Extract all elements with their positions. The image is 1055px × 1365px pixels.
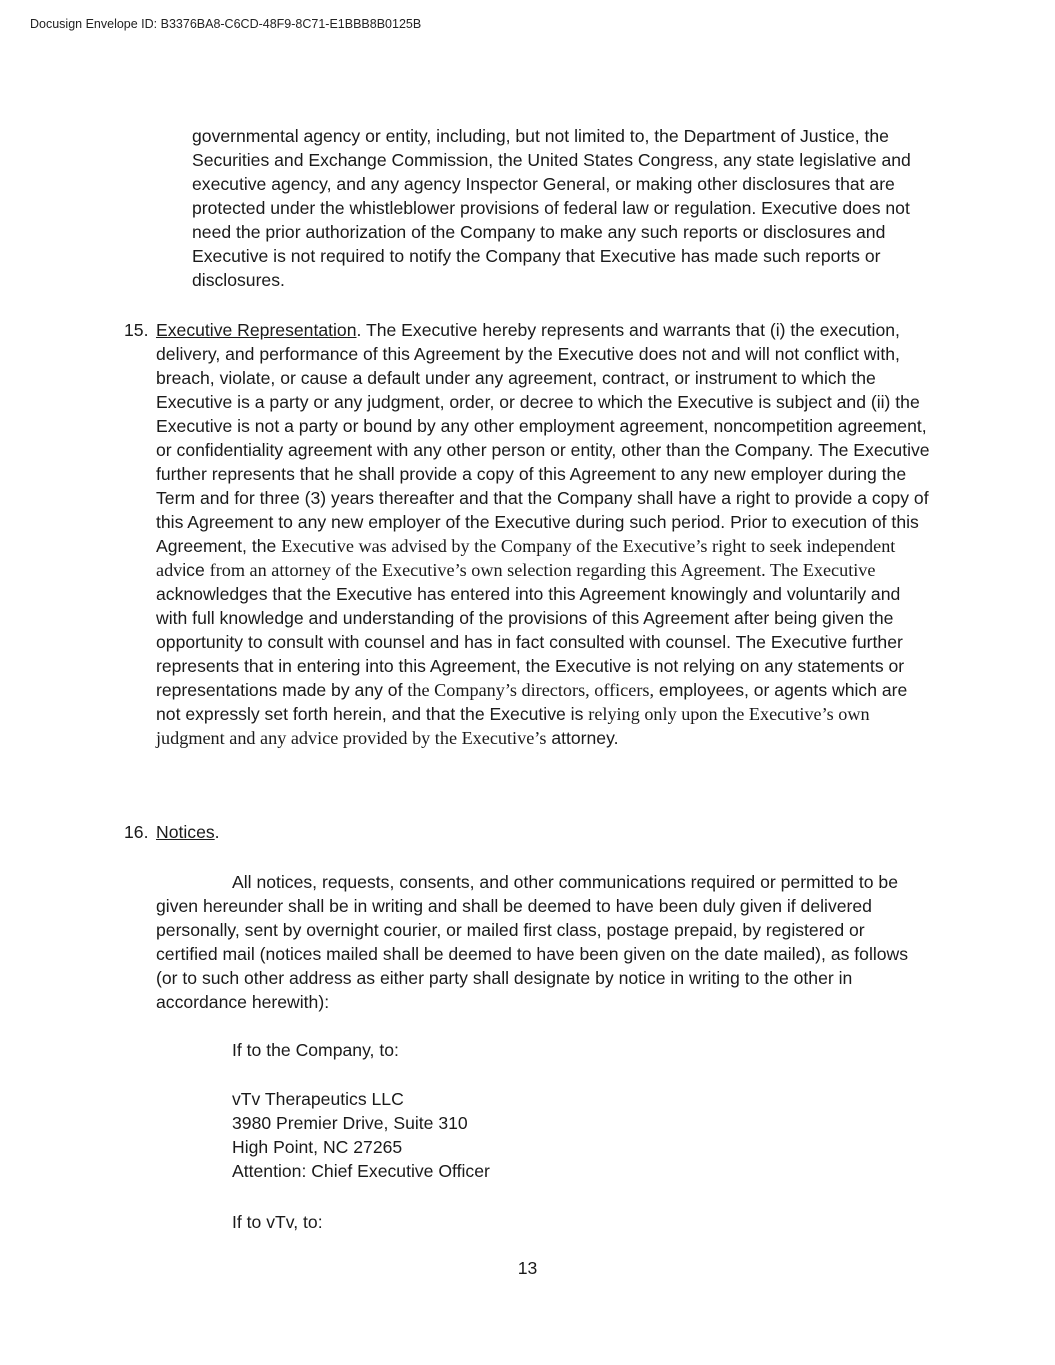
section-text-serif: Executive was advised by the Company of the Executive’s right to seek independent adv [156,536,896,580]
section-text-serif: from an attorney of the Executive’s own selection regarding this Agreement. The Executive [209,560,876,580]
section-heading: Notices [156,822,215,842]
section-text: employees, or agents which are not expressly set forth herein, and that the Executive is [156,680,908,724]
notices-paragraph: All notices, requests, consents, and other communications required or permitted to be given hereunder shall be in writing and shall be deemed to have been duly given if delivered personally, sent by overnight courier, or mailed first class, postage prepaid, by registered or certified mail (notices mailed shall be deemed to have been given on the date mailed), as follows (or to such other address as either party shall designate by notice in writing to the other in accordance herewith): [156,872,909,1012]
section-text-serif: the Company’s directors, officers, [407,680,655,700]
section-text: acknowledges that the Executive has entered into this Agreement knowingly and voluntarily and with full knowledge and understanding of the provisions of this Agreement after being given the opportunity to consult with counsel and has in fact consulted with counsel. The Executive further represents that in entering into this Agreement, the Executive is not relying on any statements or representations made by any of [156,584,905,700]
address-line: High Point, NC 27265 [232,1137,403,1157]
heading-suffix: . [214,822,220,842]
section-15 [124,318,932,750]
section-heading: Executive Representation [156,320,357,340]
section-15-body [156,318,932,750]
section-text-serif: relying only upon the Executive’s own judgment and any advice provided by the Executive’s [156,704,870,748]
section-16 [124,820,932,844]
if-to-vtv-label: If to vTv, to: [232,1212,323,1232]
section-text: . The Executive hereby represents and warrants that (i) the execution, delivery, and performance of this Agreement by the Executive does not and will not conflict with, breach, violate, or cause a default under any agreement, contract, or instrument to which the Executive is a party or any judgment, order, or decree to which the Executive is subject and (ii) the Executive is not a party or bound by any other employment agreement, noncompetition agreement, or confidentiality agreement with any other person or entity, other than the Company. The Executive further represents that he shall provide a copy of this Agreement to any new employer during the Term and for three (3) years thereafter and that the Company shall have a right to provide a copy of this Agreement to any new employer of the Executive during such period. Prior to execution of this Agreement, the [156,320,930,556]
address-line: vTv Therapeutics LLC [232,1089,404,1109]
section-text: ice [182,560,205,580]
section-16-heading-row [156,820,932,844]
section-number: 15. [124,320,149,340]
address-line: Attention: Chief Executive Officer [232,1161,490,1181]
continuation-paragraph: governmental agency or entity, including, but not limited to, the Department of Justice, the Securities and Exchange Commission, the United States Congress, any state legislative and executive agency, and any agency Inspector General, or making other disclosures that are protected under the whistleblower provisions of federal law or regulation. Executive does not need the prior authorization of the Company to make any such reports or disclosures and Executive is not required to notify the Company that Executive has made such reports or disclosures. [192,126,911,290]
page-number: 13 [517,1258,538,1278]
address-line: 3980 Premier Drive, Suite 310 [232,1113,468,1133]
section-number: 16. [124,822,149,842]
company-address [232,1087,490,1183]
if-to-company-label: If to the Company, to: [232,1040,399,1060]
docusign-envelope-id: Docusign Envelope ID: B3376BA8-C6CD-48F9-8C71-E1BBB8B0125B [30,17,422,31]
section-text: attorney. [551,728,619,748]
